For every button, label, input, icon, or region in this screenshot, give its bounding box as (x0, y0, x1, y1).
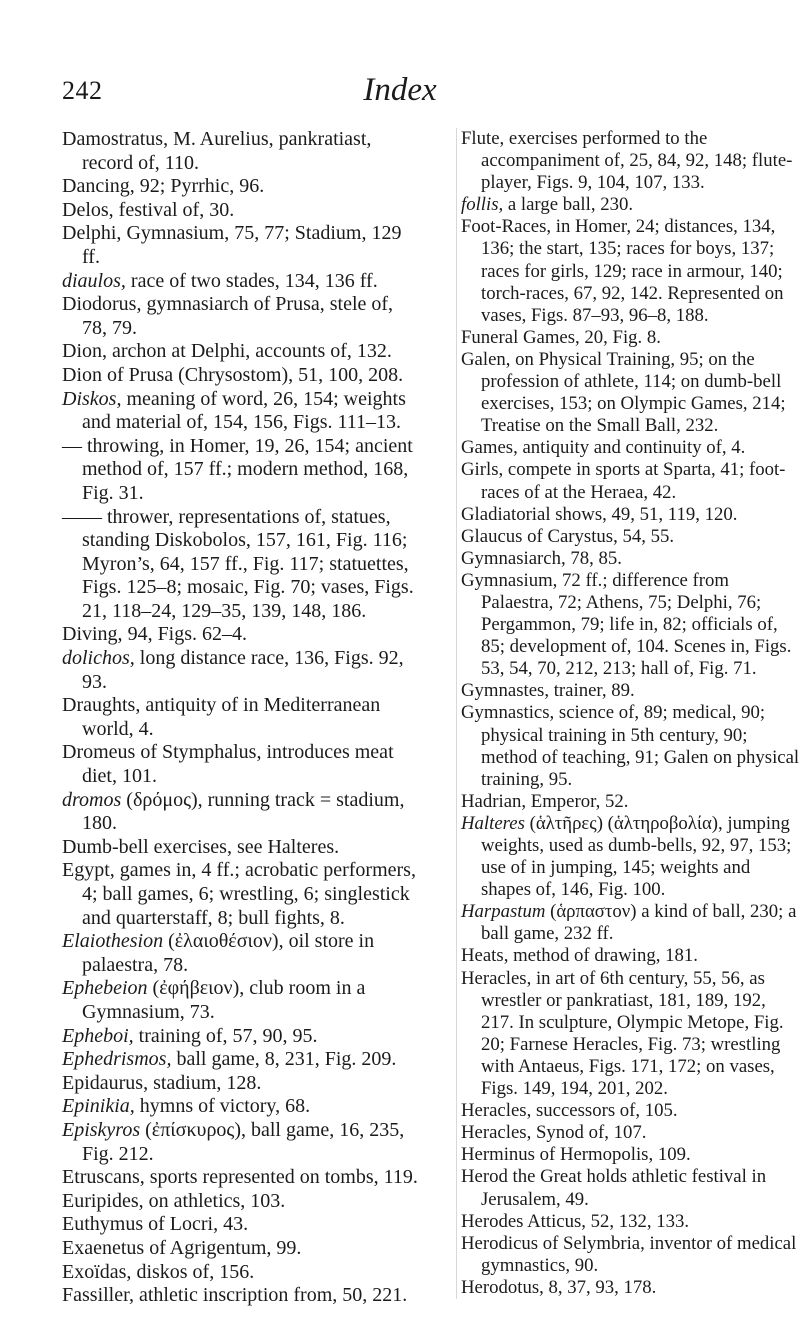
index-entry-heading: dromos (62, 788, 122, 811)
index-entry-heading: Dumb-bell (62, 835, 149, 858)
index-entry-references: 72 ff.; difference from Palaestra, 72; Athens, 75; Delphi, 76; Pergammon, 79; life in, 82; officials of, 85; development of, 104. Scenes in, Figs. 53, 54, 70, 212, 213; hall of, Fig. 71. (481, 569, 792, 680)
index-entry (461, 702, 800, 790)
index-entry (62, 175, 418, 199)
index-entry (62, 506, 418, 624)
index-entry (461, 459, 800, 503)
index-entry (62, 741, 418, 788)
index-entry-references: 78, 85. (565, 547, 622, 569)
index-entry (62, 930, 418, 977)
index-entry-heading: Episkyros (62, 1118, 141, 1141)
index-entry-heading: follis, (461, 194, 504, 216)
index-entry-references: of Locri, 43. (143, 1213, 249, 1236)
index-entry-references: exercises, see Halteres. (148, 835, 340, 858)
index-entry-heading: Delos, (62, 198, 114, 221)
index-entry (62, 623, 418, 647)
index-entry (461, 968, 800, 1101)
index-entry-references: compete in sports at Sparta, 41; foot-races of at the Heraea, 42. (481, 459, 786, 503)
index-entry-heading: Euthymus (62, 1213, 144, 1236)
index-entry-heading: Foot-Races, (461, 216, 552, 238)
index-entry (62, 1119, 418, 1166)
index-entry-references: sports represented on tombs, 119. (144, 1166, 418, 1189)
index-entry (461, 1233, 800, 1277)
index-entry-heading: Heracles, (461, 1100, 532, 1122)
index-entry-heading: Gymnasiarch, (461, 547, 566, 569)
index-entry (62, 1261, 418, 1285)
index-entry-heading: Dromeus (62, 741, 136, 764)
index-entry-heading: Dion (62, 363, 102, 386)
index-entry-heading: Games, (461, 437, 518, 459)
index-entry-references: method of drawing, 181. (508, 945, 698, 967)
index-entry-heading: Elaiothesion (62, 930, 164, 953)
index-entry (461, 504, 800, 526)
index-entry-references: 94, Figs. 62–4. (122, 623, 248, 646)
index-entry-heading: Exaenetus (62, 1236, 145, 1259)
index-entry (461, 548, 800, 570)
index-entry-heading: — throwing, (62, 434, 165, 457)
index-column-left (62, 128, 418, 1308)
index-entry-heading: Epidaurus, (62, 1071, 149, 1094)
index-entry (461, 1277, 800, 1299)
index-entry (62, 364, 418, 388)
index-entry (62, 388, 418, 435)
index-entry-heading: Fassiller, (62, 1284, 134, 1307)
index-entry-references: Synod of, 107. (531, 1122, 647, 1144)
index-entry-references: (ἐλαιοθέσιον), oil store in palaestra, 78. (82, 930, 375, 976)
index-entry (62, 435, 418, 506)
index-entry-references: athletic inscription from, 50, 221. (133, 1284, 408, 1307)
index-entry-references: of Prusa (Chrysostom), 51, 100, 208. (102, 363, 404, 386)
index-entry-references: Games, 20, Fig. 8. (518, 326, 661, 348)
index-entry-references: (ἁρπαστον) a kind of ball, 230; a ball game, 232 ff. (481, 901, 797, 945)
index-entry-heading: Exoïdas, (62, 1260, 132, 1283)
index-entry-heading: diaulos, (62, 269, 126, 292)
index-entry-references: of Stymphalus, introduces meat diet, 101. (82, 741, 394, 788)
index-entry-heading: Herodotus, (461, 1276, 544, 1298)
index-entry-heading: Ephedrismos, (62, 1048, 172, 1071)
index-entry-heading: Heracles, (461, 1122, 532, 1144)
index-entry-heading: Herminus (461, 1144, 535, 1166)
index-entry (461, 813, 800, 901)
index-entry (62, 647, 418, 694)
index-entry (461, 570, 800, 680)
index-entry (62, 1025, 418, 1049)
index-entry-heading: Gymnastics, (461, 702, 555, 724)
index-entry-heading: Epinikia, (62, 1095, 135, 1118)
index-entry-references: (δρόμος), running track = stadium, 180. (82, 788, 405, 835)
index-entry-references: diskos of, 156. (131, 1260, 255, 1283)
index-entry (461, 1122, 800, 1144)
page-number: 242 (62, 76, 103, 105)
index-entry-heading: Egypt, (62, 859, 115, 882)
index-entry (461, 1211, 800, 1233)
index-entry-references: of Carystus, 54, 55. (522, 525, 675, 547)
index-entry-heading: Ephebeion (62, 977, 148, 1000)
index-entry (461, 128, 800, 194)
index-column-right (456, 128, 800, 1299)
index-entry-references: 8, 37, 93, 178. (543, 1276, 657, 1298)
index-entry (461, 791, 800, 813)
index-entry-references: Atticus, 52, 132, 133. (523, 1210, 690, 1232)
index-entry-references: of Selymbria, inventor of medical gymnastics, 90. (481, 1232, 797, 1276)
index-entry-references: festival of, 30. (113, 198, 235, 221)
index-entry-heading: Herod (461, 1166, 508, 1188)
index-entry (62, 128, 418, 175)
index-entry-heading: Damostratus, (62, 128, 169, 150)
index-entry-heading: Diskos, (62, 387, 122, 410)
index-entry (62, 1095, 418, 1119)
index-entry-heading: Draughts, (62, 694, 141, 717)
index-entry (62, 270, 418, 294)
index-entry (62, 1213, 418, 1237)
index-entry (461, 1144, 800, 1166)
index-entry-heading: Delphi, (62, 222, 122, 245)
index-entry-heading: Herodicus (461, 1232, 539, 1254)
index-entry (62, 199, 418, 223)
index-entry (62, 694, 418, 741)
index-entry-references: trainer, 89. (549, 680, 635, 702)
index-entry (62, 222, 418, 269)
index-entry (62, 977, 418, 1024)
index-entry-heading: Halteres (461, 812, 525, 834)
index-entry (62, 789, 418, 836)
index-entry (62, 1190, 418, 1214)
index-entry-references: exercises performed to the accompaniment of, 25, 84, 92, 148; flute-player, Figs. 9, 104, 107, 133. (481, 128, 793, 194)
index-entry-heading: Diving, (62, 623, 123, 646)
index-entry-heading: Dancing, (62, 175, 135, 198)
index-entry (62, 1284, 418, 1308)
index-entry (461, 526, 800, 548)
index-entry-heading: —— thrower, (62, 505, 174, 528)
index-entry-references: meaning of word, 26, 154; weights and material of, 154, 156, Figs. 111–13. (82, 387, 406, 434)
index-entry (62, 1048, 418, 1072)
index-entry-references: long distance race, 136, Figs. 92, 93. (82, 647, 404, 693)
index-entry-references: 92; Pyrrhic, 96. (134, 175, 265, 198)
index-entry-references: representations of, statues, standing Diskobolos, 157, 161, Fig. 116; Myron’s, 64, 157 ff., Fig. 117; statuettes, Figs. 125–8; mosaic, Fig. 70; vases, Figs. 21, 118–24, 129–35, 139, 148, 186. (82, 505, 414, 622)
index-entry-heading: Herodes (461, 1210, 524, 1232)
index-entry-references: in art of 6th century, 55, 56, as wrestler or pankratiast, 181, 189, 192, 217. In sculpture, Olympic Metope, Fig. 20; Farnese Heracles, Fig. 73; wrestling with Antaeus, Figs. 171, 172; on vases, Figs. 149, 194, 201, 202. (481, 967, 784, 1100)
index-entry-references: hymns of victory, 68. (134, 1095, 311, 1118)
index-entry (62, 859, 418, 930)
index-entry-heading: Euripides, (62, 1189, 144, 1212)
index-entry-heading: Heats, (461, 945, 509, 967)
index-entry-references: in Homer, 19, 26, 154; ancient method of, 157 ff.; modern method, 168, Fig. 31. (82, 434, 413, 504)
index-entry (461, 349, 800, 437)
index-entry-heading: dolichos, (62, 647, 135, 670)
index-entry-heading: Gladiatorial (461, 503, 551, 525)
index-entry (62, 836, 418, 860)
index-entry-references: Emperor, 52. (526, 790, 629, 812)
index-entry-references: the Great holds athletic festival in Jerusalem, 49. (481, 1166, 767, 1210)
index-entry-references: science of, 89; medical, 90; physical training in 5th century, 90; method of teaching, 91; Galen on physical training, 95. (481, 702, 800, 790)
index-entry-heading: Heracles, (461, 967, 532, 989)
index-entry (461, 216, 800, 326)
index-entry-heading: Flute, (461, 128, 505, 149)
index-entry-references: archon at Delphi, accounts of, 132. (107, 340, 392, 363)
index-entry-references: antiquity of in Mediterranean world, 4. (82, 694, 381, 740)
index-entry (461, 901, 800, 945)
index-entry-references: race of two stades, 134, 136 ff. (125, 269, 378, 292)
index-entry-heading: Hadrian, (461, 790, 527, 812)
index-entry (461, 194, 800, 216)
index-entry-references: shows, 49, 51, 119, 120. (550, 503, 738, 525)
index-entry (62, 1072, 418, 1096)
index-entry-heading: Funeral (461, 326, 519, 348)
running-head: Index (363, 72, 437, 108)
index-entry (461, 945, 800, 967)
index-entry-heading: Harpastum (461, 901, 546, 923)
index-entry-heading: Galen, (461, 348, 511, 370)
index-entry-references: (ἐφήβειον), club room in a Gymnasium, 73. (82, 977, 366, 1023)
index-entry-heading: Girls, (461, 459, 504, 481)
index-entry-heading: Etruscans, (62, 1166, 145, 1189)
index-entry-heading: Dion, (62, 340, 107, 363)
index-entry-references: of Hermopolis, 109. (534, 1144, 691, 1166)
index-entry-references: successors of, 105. (531, 1100, 678, 1122)
index-entry (62, 340, 418, 364)
index-entry (461, 327, 800, 349)
index-entry (62, 1166, 418, 1190)
index-entry (461, 1166, 800, 1210)
index-entry (461, 1100, 800, 1122)
index-entry-references: on athletics, 103. (143, 1189, 286, 1212)
index-entry-heading: Diodorus, (62, 293, 142, 316)
index-entry-references: ball game, 8, 231, Fig. 209. (171, 1048, 397, 1071)
index-entry-heading: Gymnasium, (461, 569, 558, 591)
index-entry-references: Gymnasium, 75, 77; Stadium, 129 ff. (82, 222, 402, 268)
index-entry-references: stadium, 128. (148, 1071, 262, 1094)
index-entry (461, 437, 800, 459)
index-entry-heading: Glaucus (461, 525, 523, 547)
index-entry-references: in Homer, 24; distances, 134, 136; the start, 135; races for boys, 137; races for girls, 129; race in armour, 140; torch-races, 67, 92, 142. Represented on vases, Figs. 87–93, 96–8, 188. (481, 216, 784, 326)
index-entry-references: games in, 4 ff.; acrobatic performers, 4; ball games, 6; wrestling, 6; singlestick and quarterstaff, 8; bull fights, 8. (82, 859, 416, 929)
index-entry-references: M. Aurelius, pankratiast, record of, 110. (82, 128, 372, 174)
index-entry-references: of Agrigentum, 99. (144, 1236, 302, 1259)
index-entry-references: on Physical Training, 95; on the profession of athlete, 114; on dumb-bell exercises, 153; on Olympic Games, 214; Treatise on the Small Ball, 232. (481, 348, 786, 437)
index-entry-references: antiquity and continuity of, 4. (517, 437, 746, 459)
index-entry-references: (ἁλτῆρες) (ἁλτηροβολία), jumping weights, used as dumb-bells, 92, 97, 153; use of in jumping, 145; weights and shapes of, 146, Fig. 100. (481, 812, 792, 901)
index-entry (62, 293, 418, 340)
index-entry (62, 1237, 418, 1261)
index-entry-heading: Gymnastes, (461, 680, 550, 702)
index-entry-heading: Epheboi, (62, 1024, 134, 1047)
index-entry-references: training of, 57, 90, 95. (133, 1024, 318, 1047)
index-entry-references: a large ball, 230. (503, 194, 634, 216)
index-entry-references: (ἐπίσκυρος), ball game, 16, 235, Fig. 212. (82, 1118, 405, 1165)
index-entry (461, 680, 800, 702)
index-entry-references: gymnasiarch of Prusa, stele of, 78, 79. (82, 293, 394, 339)
